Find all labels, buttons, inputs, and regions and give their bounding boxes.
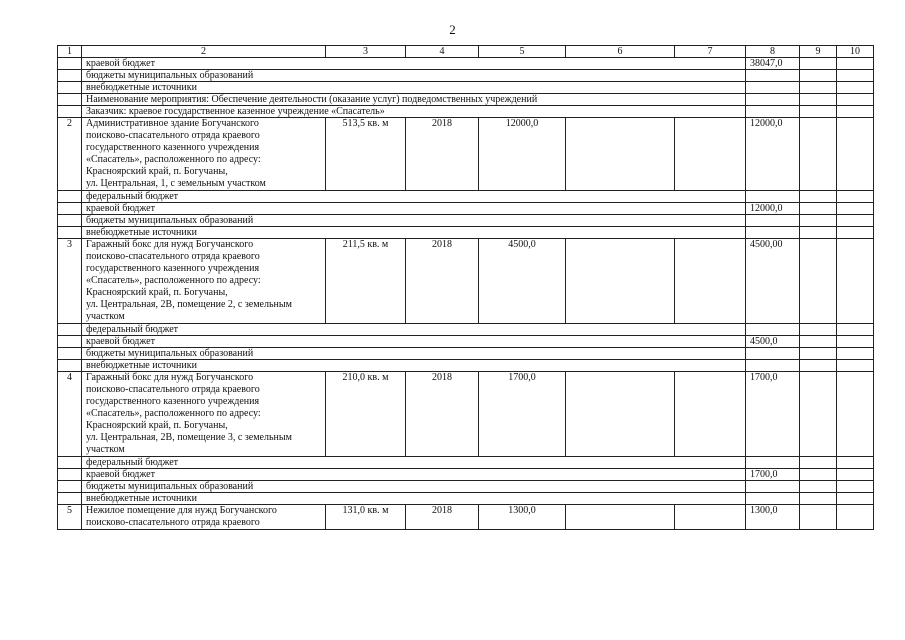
amount-cell — [746, 493, 800, 505]
object-area: 131,0 кв. м — [326, 505, 406, 530]
num-cell — [58, 481, 82, 493]
amount-cell — [746, 191, 800, 203]
funding-source-label: внебюджетные источники — [82, 82, 746, 94]
col-header: 7 — [675, 46, 746, 58]
funding-row — [58, 82, 874, 94]
empty-cell — [800, 336, 837, 348]
row-number: 4 — [58, 372, 82, 457]
col-header: 1 — [58, 46, 82, 58]
amount-cell — [746, 215, 800, 227]
funding-source-label: внебюджетные источники — [82, 493, 746, 505]
funding-source-label: бюджеты муниципальных образований — [82, 215, 746, 227]
row-number: 2 — [58, 118, 82, 191]
empty-cell — [800, 348, 837, 360]
empty-cell — [800, 457, 837, 469]
amount-cell — [746, 481, 800, 493]
col-header: 9 — [800, 46, 837, 58]
amount-cell — [746, 457, 800, 469]
funding-source-label: бюджеты муниципальных образований — [82, 348, 746, 360]
funding-source-label: краевой бюджет — [82, 336, 746, 348]
num-cell — [58, 493, 82, 505]
num-cell — [58, 215, 82, 227]
empty-cell — [800, 469, 837, 481]
num-cell — [58, 348, 82, 360]
object-cost: 4500,0 — [479, 239, 566, 324]
col-header: 6 — [566, 46, 675, 58]
funding-row — [58, 493, 874, 505]
section-row — [58, 106, 874, 118]
object-row — [58, 239, 874, 324]
empty-cell — [837, 227, 874, 239]
empty-cell — [800, 94, 837, 106]
object-area: 210,0 кв. м — [326, 372, 406, 457]
empty-cell — [800, 191, 837, 203]
empty-cell — [800, 372, 837, 457]
empty-cell — [675, 118, 746, 191]
funding-row — [58, 457, 874, 469]
col-header: 5 — [479, 46, 566, 58]
empty-cell — [800, 118, 837, 191]
col-header: 10 — [837, 46, 874, 58]
funding-row — [58, 191, 874, 203]
section-label: Наименование мероприятия: Обеспечение деятельности (оказание услуг) подведомственных учреждений — [82, 94, 746, 106]
empty-cell — [746, 106, 800, 118]
section-label: Заказчик: краевое государственное казенное учреждение «Спасатель» — [82, 106, 746, 118]
funding-source-label: краевой бюджет — [82, 469, 746, 481]
object-year: 2018 — [406, 118, 479, 191]
header-row — [58, 46, 874, 58]
empty-cell — [837, 70, 874, 82]
amount-cell: 1700,0 — [746, 372, 800, 457]
empty-cell — [837, 203, 874, 215]
funding-row — [58, 348, 874, 360]
object-name: Нежилое помещение для нужд Богучанского поисково-спасательного отряда краевого — [82, 505, 326, 530]
empty-cell — [837, 481, 874, 493]
funding-source-label: федеральный бюджет — [82, 191, 746, 203]
page-number: 2 — [449, 22, 456, 37]
empty-cell — [837, 239, 874, 324]
num-cell — [58, 457, 82, 469]
empty-cell — [837, 457, 874, 469]
empty-cell — [837, 469, 874, 481]
funding-source-label: краевой бюджет — [82, 203, 746, 215]
object-cost: 1700,0 — [479, 372, 566, 457]
funding-source-label: бюджеты муниципальных образований — [82, 481, 746, 493]
amount-cell: 1300,0 — [746, 505, 800, 530]
object-row — [58, 505, 874, 530]
funding-row — [58, 360, 874, 372]
amount-cell: 12000,0 — [746, 203, 800, 215]
amount-cell — [746, 227, 800, 239]
amount-cell: 1700,0 — [746, 469, 800, 481]
funding-source-label: федеральный бюджет — [82, 324, 746, 336]
empty-cell — [800, 493, 837, 505]
empty-cell — [800, 203, 837, 215]
empty-cell — [566, 505, 675, 530]
col-header: 8 — [746, 46, 800, 58]
funding-row — [58, 481, 874, 493]
empty-cell — [837, 372, 874, 457]
object-year: 2018 — [406, 505, 479, 530]
empty-cell — [800, 505, 837, 530]
amount-cell — [746, 360, 800, 372]
empty-cell — [800, 82, 837, 94]
empty-cell — [566, 372, 675, 457]
num-cell — [58, 360, 82, 372]
program-table — [57, 45, 874, 530]
empty-cell — [800, 324, 837, 336]
funding-row — [58, 227, 874, 239]
funding-row — [58, 336, 874, 348]
object-cost: 12000,0 — [479, 118, 566, 191]
amount-cell: 4500,0 — [746, 336, 800, 348]
object-year: 2018 — [406, 372, 479, 457]
section-row — [58, 94, 874, 106]
empty-cell — [837, 493, 874, 505]
empty-cell — [800, 70, 837, 82]
col-header: 4 — [406, 46, 479, 58]
empty-cell — [837, 360, 874, 372]
empty-cell — [675, 372, 746, 457]
object-name: Гаражный бокс для нужд Богучанского поисково-спасательного отряда краевого государственного казенного учреждения «Спасатель», расположенного по адресу: Красноярский край, п. Богучаны, ул. Центральная, 2В, помещение 3, с земельным участком — [82, 372, 326, 457]
amount-cell — [746, 348, 800, 360]
empty-cell — [837, 348, 874, 360]
empty-cell — [566, 118, 675, 191]
col-header: 2 — [82, 46, 326, 58]
num-cell — [58, 336, 82, 348]
num-cell — [58, 203, 82, 215]
funding-row — [58, 324, 874, 336]
row-number: 5 — [58, 505, 82, 530]
amount-cell — [746, 70, 800, 82]
empty-cell — [800, 58, 837, 70]
funding-source-label: федеральный бюджет — [82, 457, 746, 469]
funding-row — [58, 58, 874, 70]
num-cell — [58, 94, 82, 106]
empty-cell — [800, 360, 837, 372]
num-cell — [58, 58, 82, 70]
amount-cell — [746, 324, 800, 336]
empty-cell — [675, 239, 746, 324]
empty-cell — [837, 94, 874, 106]
empty-cell — [837, 215, 874, 227]
object-area: 513,5 кв. м — [326, 118, 406, 191]
amount-cell: 38047,0 — [746, 58, 800, 70]
funding-row — [58, 215, 874, 227]
funding-source-label: внебюджетные источники — [82, 360, 746, 372]
empty-cell — [675, 505, 746, 530]
num-cell — [58, 227, 82, 239]
amount-cell: 12000,0 — [746, 118, 800, 191]
empty-cell — [837, 336, 874, 348]
object-name: Административное здание Богучанского поисково-спасательного отряда краевого государственного казенного учреждения «Спасатель», расположенного по адресу: Красноярский край, п. Богучаны, ул. Центральная, 1, с земельным участком — [82, 118, 326, 191]
funding-source-label: краевой бюджет — [82, 58, 746, 70]
funding-row — [58, 70, 874, 82]
empty-cell — [800, 106, 837, 118]
empty-cell — [837, 58, 874, 70]
empty-cell — [566, 239, 675, 324]
empty-cell — [800, 227, 837, 239]
num-cell — [58, 70, 82, 82]
object-area: 211,5 кв. м — [326, 239, 406, 324]
funding-source-label: внебюджетные источники — [82, 227, 746, 239]
num-cell — [58, 324, 82, 336]
empty-cell — [837, 505, 874, 530]
amount-cell: 4500,00 — [746, 239, 800, 324]
object-cost: 1300,0 — [479, 505, 566, 530]
col-header: 3 — [326, 46, 406, 58]
object-name: Гаражный бокс для нужд Богучанского поисково-спасательного отряда краевого государственного казенного учреждения «Спасатель», расположенного по адресу: Красноярский край, п. Богучаны, ул. Центральная, 2В, помещение 2, с земельным участком — [82, 239, 326, 324]
empty-cell — [746, 94, 800, 106]
funding-row — [58, 469, 874, 481]
num-cell — [58, 82, 82, 94]
empty-cell — [837, 106, 874, 118]
empty-cell — [800, 481, 837, 493]
row-number: 3 — [58, 239, 82, 324]
num-cell — [58, 191, 82, 203]
empty-cell — [837, 324, 874, 336]
empty-cell — [837, 118, 874, 191]
object-row — [58, 118, 874, 191]
empty-cell — [800, 215, 837, 227]
num-cell — [58, 106, 82, 118]
object-year: 2018 — [406, 239, 479, 324]
funding-source-label: бюджеты муниципальных образований — [82, 70, 746, 82]
object-row — [58, 372, 874, 457]
empty-cell — [837, 191, 874, 203]
empty-cell — [800, 239, 837, 324]
amount-cell — [746, 82, 800, 94]
funding-row — [58, 203, 874, 215]
empty-cell — [837, 82, 874, 94]
num-cell — [58, 469, 82, 481]
